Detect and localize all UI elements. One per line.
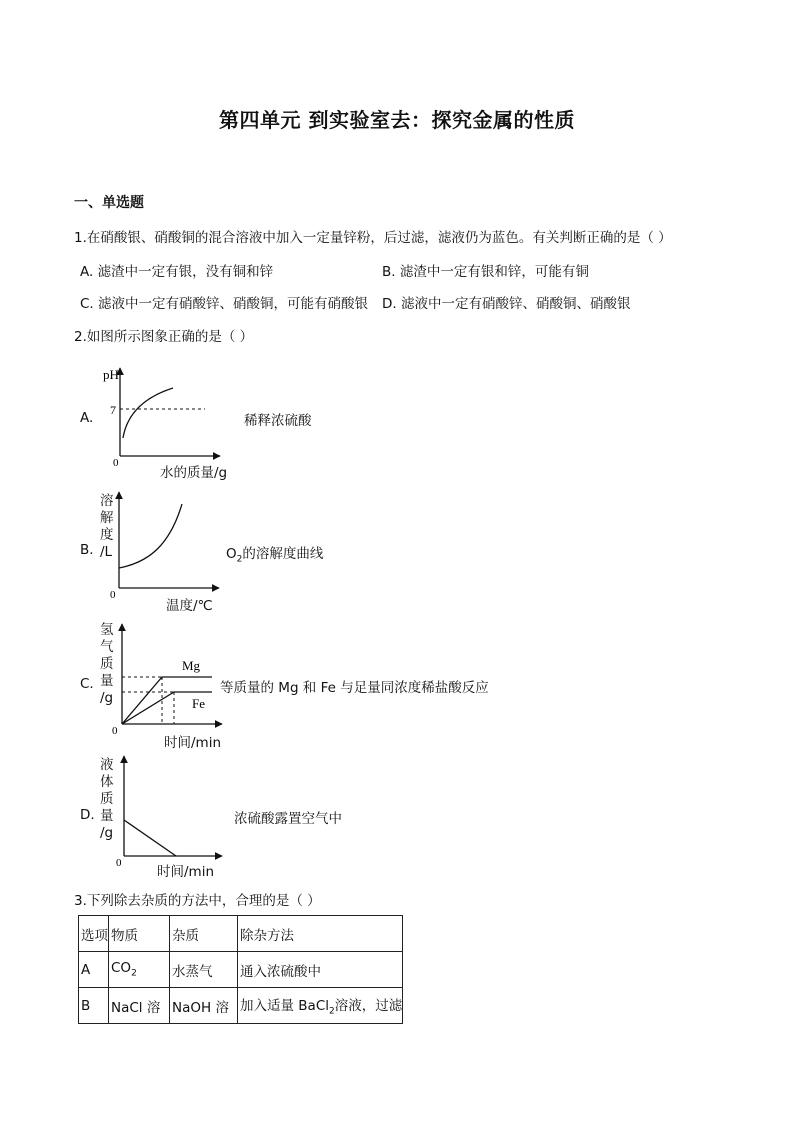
header-cell: 物质 — [109, 916, 170, 952]
q3-stem: 3.下列除去杂质的方法中，合理的是（ ） — [74, 893, 321, 909]
q2-graph-b — [100, 486, 225, 602]
method-text-post: 溶液，过滤 — [334, 998, 403, 1015]
origin: 0 — [113, 457, 119, 469]
method-sub: 2 — [329, 1006, 335, 1017]
desc-sub: 2 — [236, 554, 243, 565]
cell-substance: NaCl 溶 — [109, 988, 170, 1024]
method-text: 加入适量 BaCl — [240, 998, 330, 1015]
q2-b-desc — [226, 542, 323, 565]
ylabel-char: /g — [100, 825, 114, 841]
header-cell: 选项 — [79, 916, 109, 952]
origin: 0 — [116, 857, 122, 869]
cell-method — [238, 988, 403, 1024]
q2-d-desc: 浓硫酸露置空气中 — [234, 811, 342, 827]
q2-d-xlabel: 时间/min — [157, 864, 215, 880]
ph-curve — [123, 388, 173, 438]
q2-option-a-letter[interactable]: A. — [80, 410, 94, 426]
substance-text: CO — [111, 960, 132, 977]
q2-a-desc: 稀释浓硫酸 — [244, 413, 312, 429]
cell-method — [238, 952, 403, 988]
ylabel-char: 溶 — [100, 493, 114, 509]
ylabel-char: 量 — [100, 673, 114, 689]
page-title: 第四单元 到实验室去：探究金属的性质 — [219, 108, 575, 132]
ylabel-char: 气 — [100, 639, 114, 655]
ylabel-char: 量 — [100, 808, 114, 824]
q2-graph-d — [110, 752, 230, 870]
q2-a-xlabel: 水的质量/g — [160, 465, 228, 481]
ylabel-char: 氢 — [100, 622, 114, 638]
q1-option-b[interactable]: B. 滤渣中一定有银和锌，可能有铜 — [382, 264, 589, 280]
ylabel-char: 液 — [100, 757, 114, 773]
ylabel-char: /g — [100, 690, 114, 706]
q2-option-d-letter[interactable]: D. — [80, 807, 95, 823]
mg-label: Mg — [182, 658, 201, 673]
ylabel-char: 度 — [100, 527, 114, 543]
q2-option-b-letter[interactable]: B. — [80, 542, 94, 558]
cell-option: B — [79, 988, 109, 1024]
y-label: pH — [103, 367, 119, 382]
q1-stem: 1.在硝酸银、硝酸铜的混合溶液中加入一定量锌粉，后过滤，滤液仍为蓝色。有关判断正确的是（ ） — [74, 230, 672, 246]
table-row — [79, 952, 403, 988]
ylabel-char: 质 — [100, 791, 114, 807]
ylabel-char: /L — [100, 544, 113, 560]
q1-option-c[interactable]: C. 滤液中一定有硝酸锌、硝酸铜，可能有硝酸银 — [80, 296, 369, 312]
desc-post: 的溶解度曲线 — [242, 546, 324, 562]
table-row — [79, 988, 403, 1024]
section-heading: 一、单选题 — [74, 195, 144, 211]
cell-impurity: 水蒸气 — [170, 952, 238, 988]
header-cell: 杂质 — [170, 916, 238, 952]
cell-substance — [109, 952, 170, 988]
cell-impurity: NaOH 溶 — [170, 988, 238, 1024]
ylabel-char: 体 — [100, 774, 114, 790]
ylabel-char: 质 — [100, 656, 114, 672]
desc-pre: O — [226, 546, 237, 562]
q1-option-d[interactable]: D. 滤液中一定有硝酸锌、硝酸铜、硝酸银 — [382, 296, 631, 312]
method-text: 通入浓硫酸中 — [240, 963, 321, 980]
q2-graph-c — [110, 620, 230, 738]
q2-b-xlabel: 温度/℃ — [166, 598, 213, 614]
q2-c-desc: 等质量的 Mg 和 Fe 与足量同浓度稀盐酸反应 — [220, 680, 489, 696]
fe-label: Fe — [192, 696, 205, 711]
table-header-row — [79, 916, 403, 952]
q2-c-xlabel: 时间/min — [164, 735, 222, 751]
q1-option-a[interactable]: A. 滤渣中一定有银，没有铜和锌 — [80, 264, 274, 280]
q2-option-c-letter[interactable]: C. — [80, 676, 94, 692]
q2-stem: 2.如图所示图象正确的是（ ） — [74, 329, 254, 345]
tick-7: 7 — [110, 403, 116, 417]
origin: 0 — [112, 725, 118, 737]
mass-line — [124, 820, 176, 856]
substance-sub: 2 — [131, 968, 137, 979]
origin: 0 — [110, 589, 116, 601]
q3-table — [78, 915, 403, 1024]
header-cell: 除杂方法 — [238, 916, 403, 952]
solubility-curve — [119, 504, 182, 568]
ylabel-char: 解 — [100, 510, 114, 526]
cell-option: A — [79, 952, 109, 988]
